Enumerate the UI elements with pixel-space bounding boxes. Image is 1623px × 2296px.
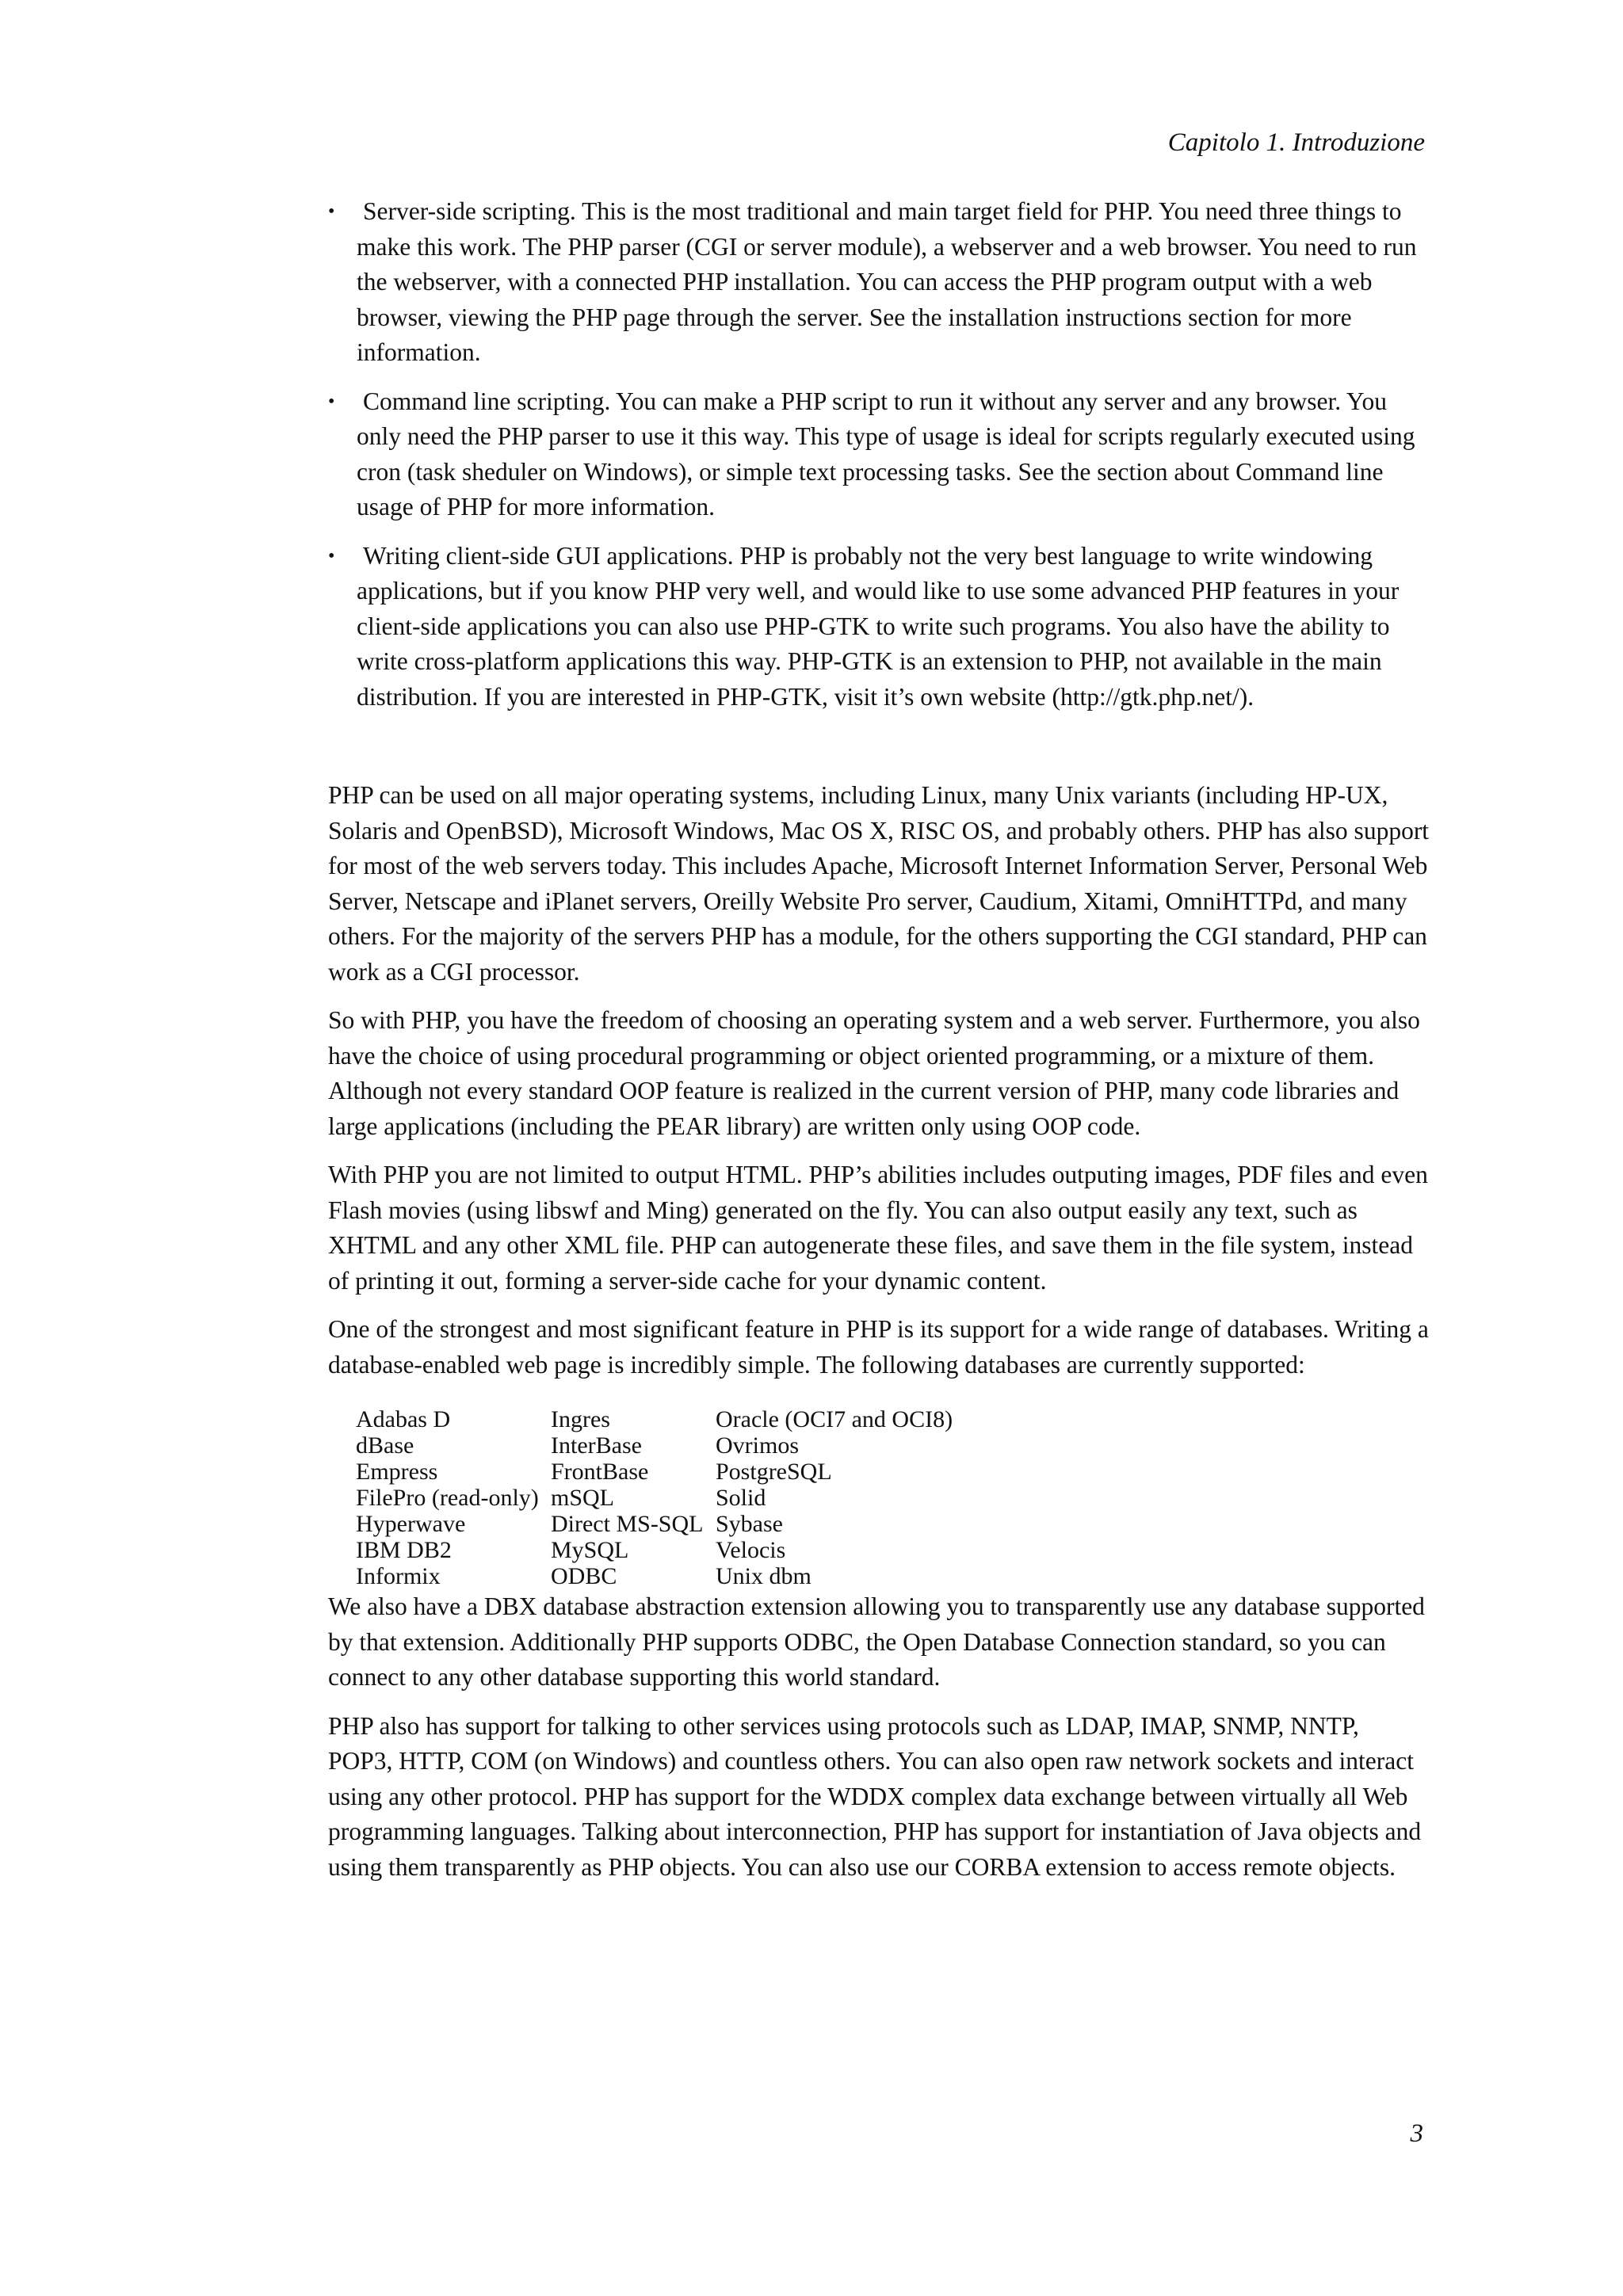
usage-bullet-list bbox=[328, 194, 1430, 715]
table-cell: mSQL bbox=[551, 1485, 615, 1511]
page-body bbox=[328, 194, 1430, 1898]
table-cell: Hyperwave bbox=[356, 1511, 466, 1537]
table-cell: Unix dbm bbox=[716, 1563, 812, 1589]
table-row bbox=[356, 1563, 959, 1589]
page-number: 3 bbox=[1410, 2119, 1423, 2148]
table-cell: Oracle (OCI7 and OCI8) bbox=[716, 1406, 953, 1432]
table-cell: dBase bbox=[356, 1432, 414, 1459]
table-cell: Informix bbox=[356, 1563, 441, 1589]
bullet-text: Server-side scripting. This is the most traditional and main target field for PHP. You need three things to make this work. The PHP parser (CGI or server module), a webserver and a web browser. You need to run the webserver, with a connected PHP installation. You can access the PHP program output with a web browser, viewing the PHP page through the server. See the installation instructions section for more information. bbox=[357, 197, 1417, 366]
paragraph-output: With PHP you are not limited to output HTML. PHP’s abilities includes outputing images, PDF files and even Flash movies (using libswf and Ming) generated on the fly. You can also output easily any text, such as XHTML and any other XML file. PHP can autogenerate these files, and save them in the file system, instead of printing it out, forming a server-side cache for your dynamic content. bbox=[328, 1161, 1428, 1295]
table-cell: Ingres bbox=[551, 1406, 610, 1432]
table-cell: Direct MS-SQL bbox=[551, 1511, 704, 1537]
paragraph-freedom: So with PHP, you have the freedom of choosing an operating system and a web server. Furthermore, you also have the choice of using procedural programming or object oriented programming, or a mixture of them. Although not every standard OOP feature is realized in the current version of PHP, many code libraries and large applications (including the PEAR library) are written only using OOP code. bbox=[328, 1006, 1420, 1140]
table-cell: Adabas D bbox=[356, 1406, 451, 1432]
table-row bbox=[356, 1406, 959, 1432]
bullet-icon: • bbox=[328, 545, 335, 566]
running-header: Capitolo 1. Introduzione bbox=[1167, 128, 1425, 157]
table-cell: Velocis bbox=[716, 1537, 786, 1563]
section-spacer bbox=[328, 728, 1430, 778]
table-cell: ODBC bbox=[551, 1563, 617, 1589]
table-cell: FilePro (read-only) bbox=[356, 1485, 539, 1511]
table-row bbox=[356, 1511, 959, 1537]
list-item bbox=[328, 194, 1430, 371]
bullet-text: Command line scripting. You can make a PHP script to run it without any server and any browser. You only need the PHP parser to use it this way. This type of usage is ideal for scripts regularly executed using cron (task sheduler on Windows), or simple text processing tasks. See the section about Command line usage of PHP for more information. bbox=[357, 387, 1415, 521]
paragraph-protocols: PHP also has support for talking to other services using protocols such as LDAP, IMAP, SNMP, NNTP, POP3, HTTP, COM (on Windows) and countless others. You can also open raw network sockets and interact using any other protocol. PHP has support for the WDDX complex data exchange between virtually all Web programming languages. Talking about interconnection, PHP has support for instantiation of Java objects and using them transparently as PHP objects. You can also use our CORBA extension to access remote objects. bbox=[328, 1711, 1422, 1881]
table-cell: PostgreSQL bbox=[716, 1459, 832, 1485]
table-cell: InterBase bbox=[551, 1432, 642, 1459]
table-cell: MySQL bbox=[551, 1537, 629, 1563]
bullet-icon: • bbox=[328, 391, 335, 412]
table-cell: Sybase bbox=[716, 1511, 783, 1537]
bullet-text: Writing client-side GUI applications. PHP is probably not the very best language to write windowing applications, but if you know PHP very well, and would like to use some advanced PHP features in your client-side applications you can also use PHP-GTK to write such programs. You also have the ability to write cross-platform applications this way. PHP-GTK is an extension to PHP, not available in the main distribution. If you are interested in PHP-GTK, visit it’s own website (http://gtk.php.net/). bbox=[357, 541, 1400, 711]
table-row bbox=[356, 1537, 959, 1563]
paragraph-dbx: We also have a DBX database abstraction extension allowing you to transparently use any database supported by that extension. Additionally PHP supports ODBC, the Open Database Connection standard, so you can connect to any other database supporting this world standard. bbox=[328, 1592, 1425, 1691]
table-row bbox=[356, 1485, 959, 1511]
table-cell: FrontBase bbox=[551, 1459, 649, 1485]
table-cell: Ovrimos bbox=[716, 1432, 799, 1459]
table-cell: IBM DB2 bbox=[356, 1537, 452, 1563]
table-cell: Empress bbox=[356, 1459, 438, 1485]
table-row bbox=[356, 1432, 959, 1459]
list-item bbox=[328, 539, 1430, 715]
bullet-icon: • bbox=[328, 201, 335, 222]
table-cell: Solid bbox=[716, 1485, 766, 1511]
database-table bbox=[356, 1406, 959, 1589]
table-row bbox=[356, 1459, 959, 1485]
paragraph-databases-intro: One of the strongest and most significant feature in PHP is its support for a wide range of databases. Writing a database-enabled web page is incredibly simple. The following databases are currently supported: bbox=[328, 1315, 1429, 1379]
list-item bbox=[328, 384, 1430, 525]
paragraph-operating-systems: PHP can be used on all major operating systems, including Linux, many Unix variants (including HP-UX, Solaris and OpenBSD), Microsoft Windows, Mac OS X, RISC OS, and probably others. PHP has also support for most of the web servers today. This includes Apache, Microsoft Internet Information Server, Personal Web Server, Netscape and iPlanet servers, Oreilly Website Pro server, Caudium, Xitami, OmniHTTPd, and many others. For the majority of the servers PHP has a module, for the others supporting the CGI standard, PHP can work as a CGI processor. bbox=[328, 781, 1430, 986]
